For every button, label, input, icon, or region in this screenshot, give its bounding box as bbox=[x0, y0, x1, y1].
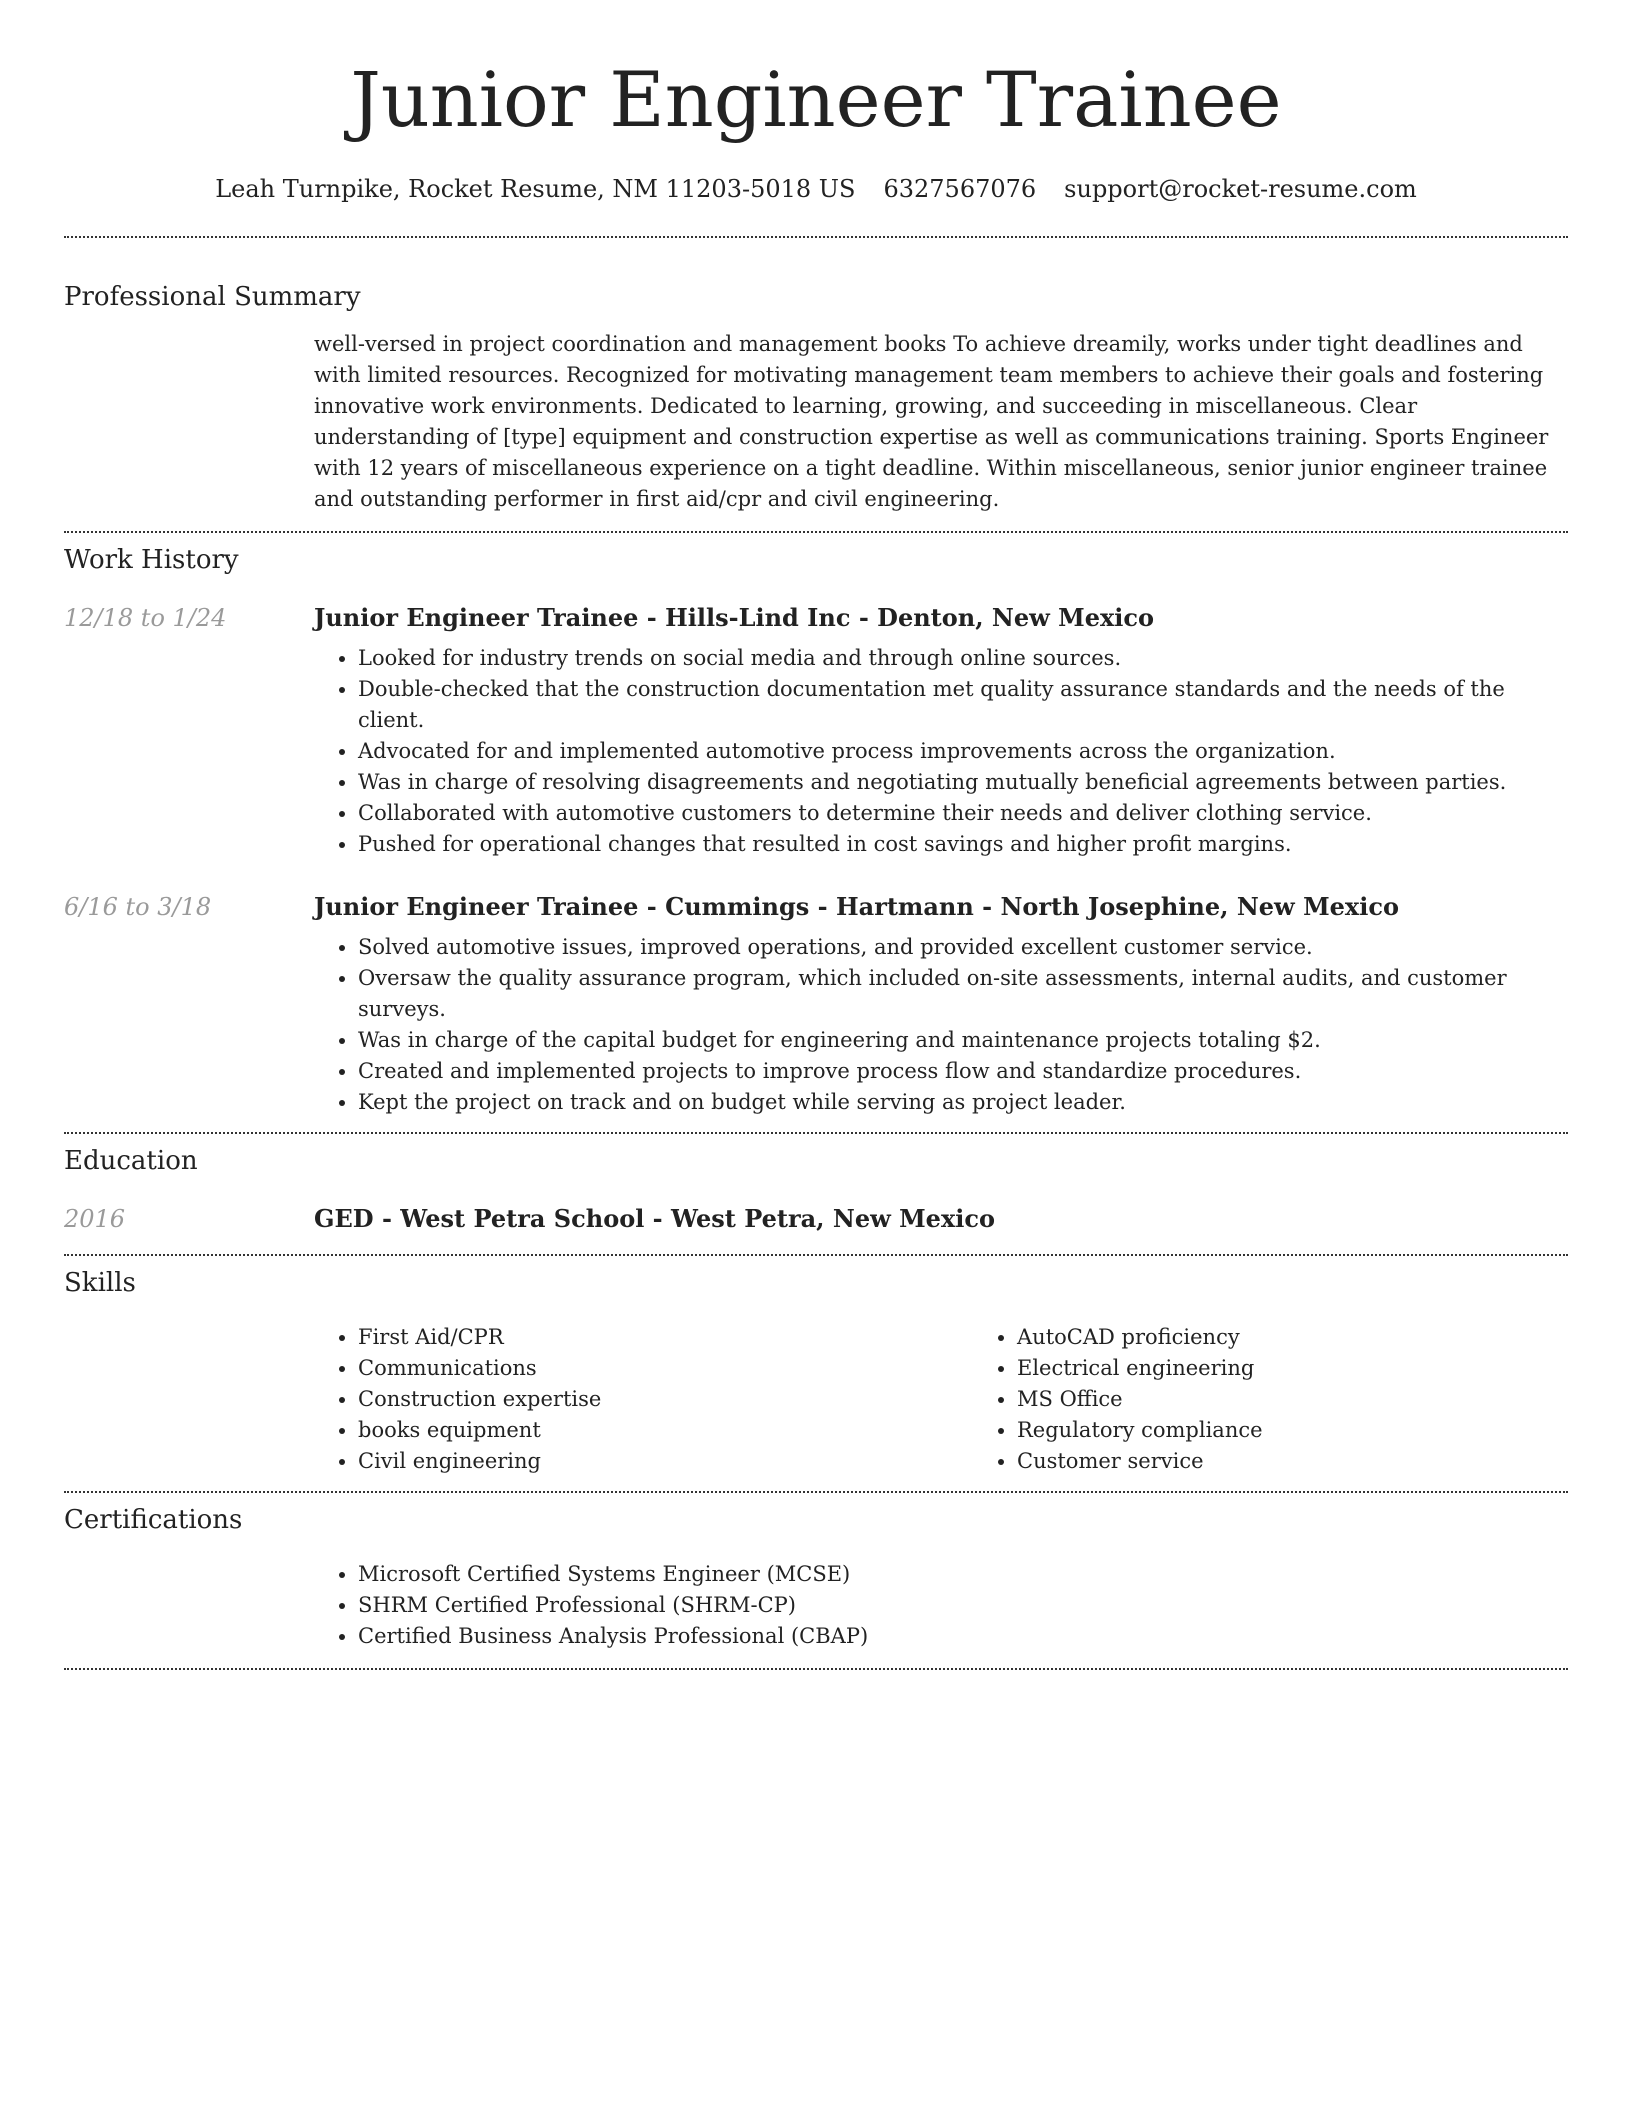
section-title-work: Work History bbox=[64, 545, 239, 575]
job-dates: 12/18 to 1/24 bbox=[64, 604, 227, 632]
list-item: • Electrical engineering bbox=[1017, 1353, 1263, 1384]
job-dates: 6/16 to 3/18 bbox=[64, 893, 212, 921]
contact-line bbox=[64, 172, 1568, 206]
summary-section bbox=[64, 238, 1568, 531]
list-item: • First Aid/CPR bbox=[358, 1322, 973, 1353]
job-entry bbox=[64, 890, 1568, 1118]
job-bullets bbox=[314, 643, 1568, 860]
list-item: • books equipment bbox=[358, 1415, 973, 1446]
section-title-skills: Skills bbox=[64, 1268, 136, 1298]
list-item: • Collaborated with automotive customers to determine their needs and deliver clothing service. bbox=[358, 798, 1568, 829]
list-item: • Was in charge of resolving disagreements and negotiating mutually beneficial agreements between parties. bbox=[358, 767, 1568, 798]
list-item: • Pushed for operational changes that resulted in cost savings and higher profit margins. bbox=[358, 829, 1568, 860]
divider bbox=[64, 1668, 1568, 1670]
list-item: • MS Office bbox=[1017, 1384, 1263, 1415]
list-item: • Kept the project on track and on budget while serving as project leader. bbox=[358, 1087, 1568, 1118]
contact-phone: 6327567076 bbox=[883, 175, 1037, 203]
list-item: • Created and implemented projects to improve process flow and standardize procedures. bbox=[358, 1056, 1568, 1087]
list-item: • Communications bbox=[358, 1353, 973, 1384]
list-item: • Advocated for and implemented automotive process improvements across the organization. bbox=[358, 736, 1568, 767]
contact-email: support@rocket-resume.com bbox=[1064, 175, 1417, 203]
list-item: • SHRM Certified Professional (SHRM-CP) bbox=[358, 1590, 1568, 1621]
certifications-list bbox=[314, 1559, 1568, 1652]
certifications-section bbox=[64, 1493, 1568, 1668]
contact-address: Leah Turnpike, Rocket Resume, NM 11203-5018 US bbox=[215, 175, 856, 203]
summary-text: well-versed in project coordination and management books To achieve dreamily, works under tight deadlines and with limited resources. Recognized for motivating management team members to achieve their goals and fostering innovative work environments. Dedicated to learning, growing, and succeeding in miscellaneous. Clear understanding of [type] equipment and construction expertise as well as communications training. Sports Engineer with 12 years of miscellaneous experience on a tight deadline. Within miscellaneous, senior junior engineer trainee and outstanding performer in first aid/cpr and civil engineering. bbox=[314, 332, 1549, 511]
list-item: • Civil engineering bbox=[358, 1446, 973, 1477]
list-item: • Regulatory compliance bbox=[1017, 1415, 1263, 1446]
list-item: • AutoCAD proficiency bbox=[1017, 1322, 1263, 1353]
page-title: Junior Engineer Trainee bbox=[350, 55, 1282, 144]
resume-header bbox=[64, 0, 1568, 206]
section-title-summary: Professional Summary bbox=[64, 282, 361, 312]
section-title-education: Education bbox=[64, 1146, 198, 1176]
education-year: 2016 bbox=[64, 1205, 126, 1233]
list-item: • Microsoft Certified Systems Engineer (MCSE) bbox=[358, 1559, 1568, 1590]
list-item: • Was in charge of the capital budget for engineering and maintenance projects totaling $2. bbox=[358, 1025, 1568, 1056]
job-heading: Junior Engineer Trainee - Hills-Lind Inc - Denton, New Mexico bbox=[314, 603, 1155, 632]
list-item: • Customer service bbox=[1017, 1446, 1263, 1477]
list-item: • Oversaw the quality assurance program, which included on-site assessments, internal audits, and customer surveys. bbox=[358, 963, 1568, 1025]
section-title-certifications: Certifications bbox=[64, 1505, 243, 1535]
list-item: • Double-checked that the construction documentation met quality assurance standards and the needs of the client. bbox=[358, 674, 1568, 736]
education-heading: GED - West Petra School - West Petra, New Mexico bbox=[314, 1204, 995, 1233]
list-item: • Certified Business Analysis Professional (CBAP) bbox=[358, 1621, 1568, 1652]
job-heading: Junior Engineer Trainee - Cummings - Hartmann - North Josephine, New Mexico bbox=[314, 892, 1399, 921]
job-entry bbox=[64, 601, 1568, 860]
skills-list-left bbox=[314, 1322, 973, 1477]
education-section bbox=[64, 1134, 1568, 1254]
list-item: • Construction expertise bbox=[358, 1384, 973, 1415]
work-section bbox=[64, 533, 1568, 1132]
job-bullets bbox=[314, 932, 1568, 1118]
list-item: • Solved automotive issues, improved operations, and provided excellent customer service. bbox=[358, 932, 1568, 963]
list-item: • Looked for industry trends on social media and through online sources. bbox=[358, 643, 1568, 674]
skills-list-right bbox=[973, 1322, 1263, 1477]
skills-section bbox=[64, 1256, 1568, 1491]
